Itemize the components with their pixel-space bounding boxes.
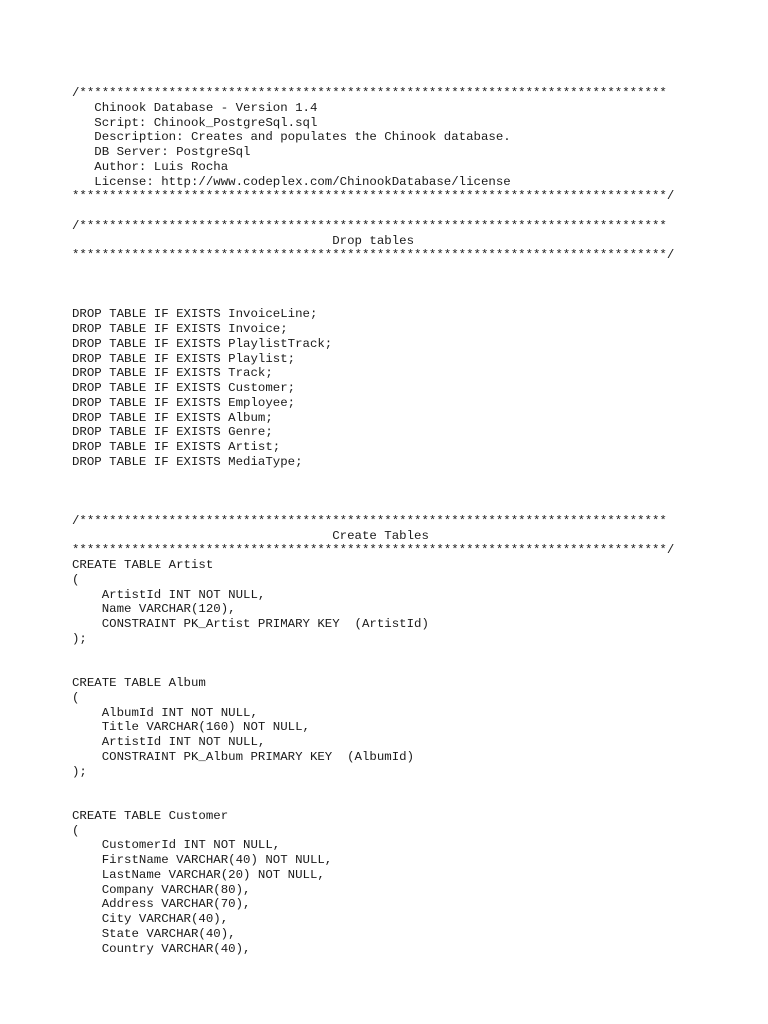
code-line: CREATE TABLE Customer (72, 808, 229, 823)
blank-line (72, 204, 674, 219)
code-line: State VARCHAR(40), (72, 926, 236, 941)
code-line: /******************************************************************************* (72, 86, 667, 100)
code-line: ( (72, 823, 80, 838)
code-line: DROP TABLE IF EXISTS Playlist; (72, 351, 296, 366)
code-line: CREATE TABLE Album (72, 676, 206, 690)
code-line: Author: Luis Rocha (72, 159, 229, 174)
code-line: DROP TABLE IF EXISTS Invoice; (72, 322, 288, 336)
code-line: ********************************************************************************/ (72, 248, 675, 263)
blank-line (72, 293, 674, 308)
code-line: /******************************************************************************* (72, 513, 667, 528)
blank-line (72, 484, 674, 499)
code-line: ********************************************************************************/ (72, 189, 675, 204)
code-line: CustomerId INT NOT NULL, (72, 838, 281, 853)
code-line: LastName VARCHAR(20) NOT NULL, (72, 867, 325, 882)
code-line: Chinook Database - Version 1.4 (72, 100, 318, 115)
code-line: License: http://www.codeplex.com/ChinookDatabase/license (72, 174, 511, 189)
code-line: DROP TABLE IF EXISTS InvoiceLine; (72, 307, 318, 322)
code-line: DB Server: PostgreSql (72, 145, 251, 159)
code-line: AlbumId INT NOT NULL, (72, 705, 258, 720)
code-line: Address VARCHAR(70), (72, 897, 251, 912)
code-line: DROP TABLE IF EXISTS Genre; (72, 425, 273, 440)
code-line: DROP TABLE IF EXISTS Customer; (72, 381, 296, 395)
code-line: Create Tables (72, 528, 429, 543)
sql-script (72, 86, 674, 956)
code-line: ********************************************************************************/ (72, 543, 675, 558)
blank-line (72, 499, 674, 514)
code-line: Script: Chinook_PostgreSql.sql (72, 115, 318, 130)
code-line: Company VARCHAR(80), (72, 882, 251, 897)
blank-line (72, 779, 674, 794)
code-line: ( (72, 572, 80, 587)
code-line: DROP TABLE IF EXISTS Album; (72, 410, 273, 425)
code-line: Title VARCHAR(160) NOT NULL, (72, 720, 310, 735)
code-line: DROP TABLE IF EXISTS Artist; (72, 440, 281, 454)
code-line: Name VARCHAR(120), (72, 602, 236, 617)
code-line: Drop tables (72, 233, 415, 248)
blank-line (72, 263, 674, 278)
code-line: CONSTRAINT PK_Album PRIMARY KEY (AlbumId) (72, 749, 415, 764)
code-line: FirstName VARCHAR(40) NOT NULL, (72, 853, 333, 867)
blank-line (72, 278, 674, 293)
code-line: Description: Creates and populates the Chinook database. (72, 130, 511, 145)
code-line: /******************************************************************************* (72, 218, 667, 233)
code-line: Country VARCHAR(40), (72, 941, 251, 956)
blank-line (72, 661, 674, 676)
code-line: DROP TABLE IF EXISTS Track; (72, 366, 273, 381)
code-line: ( (72, 690, 80, 705)
code-line: ); (72, 631, 87, 646)
code-line: DROP TABLE IF EXISTS Employee; (72, 395, 296, 410)
code-line: ); (72, 764, 87, 779)
blank-line (72, 470, 674, 485)
blank-line (72, 794, 674, 809)
code-line: City VARCHAR(40), (72, 912, 229, 926)
blank-line (72, 647, 674, 662)
code-line: CONSTRAINT PK_Artist PRIMARY KEY (ArtistId) (72, 617, 429, 631)
code-line: CREATE TABLE Artist (72, 558, 214, 572)
code-line: ArtistId INT NOT NULL, (72, 735, 266, 749)
code-line: ArtistId INT NOT NULL, (72, 587, 266, 602)
code-line: DROP TABLE IF EXISTS MediaType; (72, 454, 303, 469)
code-line: DROP TABLE IF EXISTS PlaylistTrack; (72, 336, 333, 351)
